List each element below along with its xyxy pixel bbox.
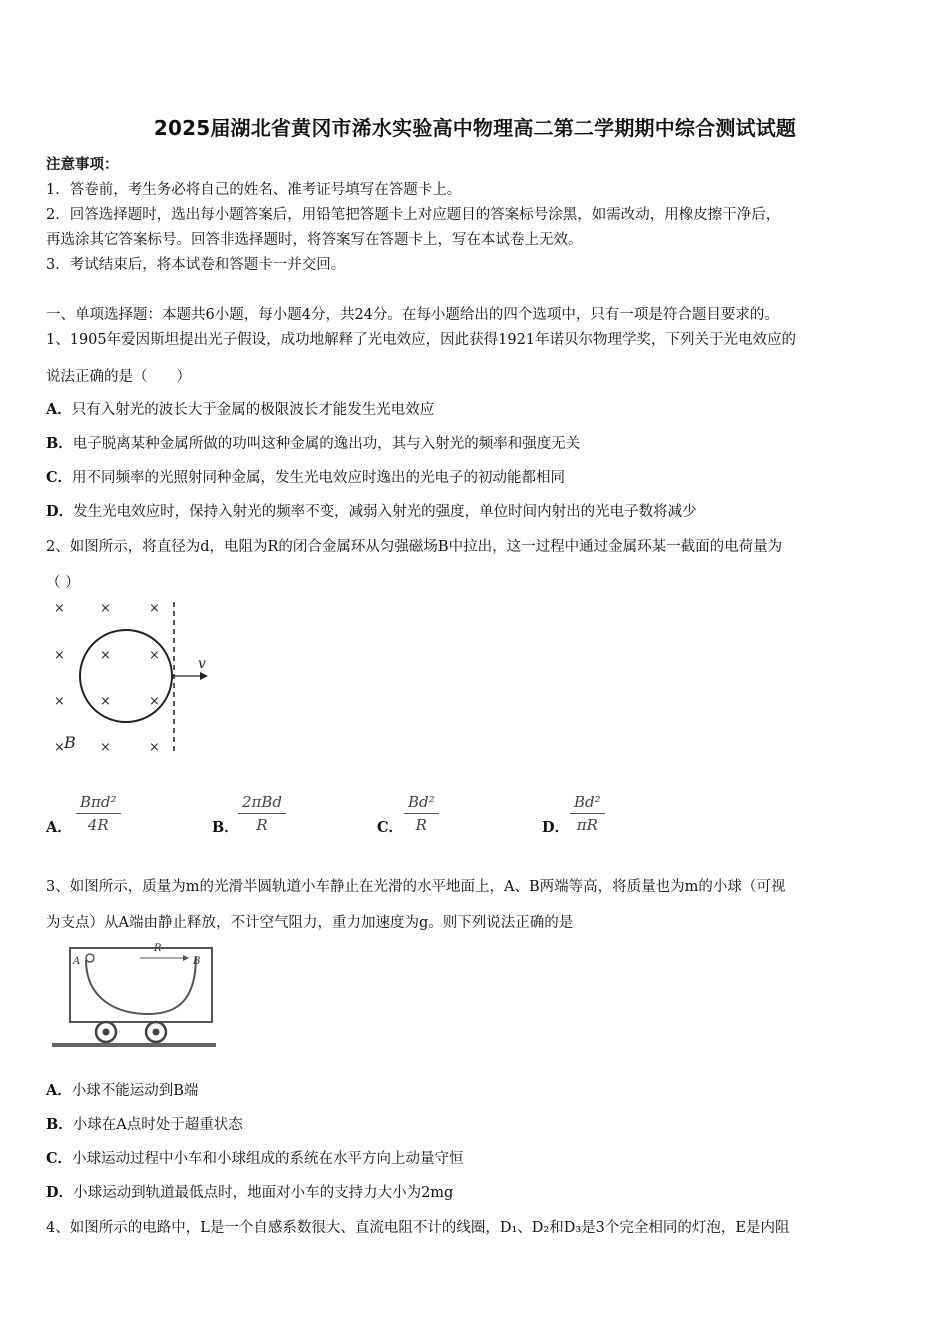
q2-choice-label: C． xyxy=(377,819,404,836)
option-label: C． xyxy=(46,469,73,486)
velocity-label: v xyxy=(198,656,206,672)
semicircle-track xyxy=(86,956,196,1014)
question-3-stem: 3、如图所示，质量为m的光滑半圆轨道小车静止在光滑的水平地面上，A、B两端等高，将质量也为m的小球（可视 xyxy=(46,879,786,895)
fraction-denominator: πR xyxy=(576,816,598,834)
ground xyxy=(52,1043,216,1047)
option-text: 小球运动过程中小车和小球组成的系统在水平方向上动量守恒 xyxy=(72,1151,464,1167)
notice-heading: 注意事项： xyxy=(46,156,119,173)
field-x-mark: × xyxy=(149,601,160,616)
option-label: D． xyxy=(46,503,74,520)
q1-option-c xyxy=(46,466,565,487)
field-x-mark: × xyxy=(149,648,160,663)
q1-option-b xyxy=(46,432,580,453)
option-label: C． xyxy=(46,1150,73,1167)
option-label: B． xyxy=(46,435,73,452)
option-text: 小球运动到轨道最低点时，地面对小车的支持力大小为2mg xyxy=(73,1185,454,1201)
question-3-stem-cont: 为支点）从A端由静止释放，不计空气阻力，重力加速度为g。则下列说法正确的是 xyxy=(46,915,574,931)
notice-item: 再选涂其它答案标号。回答非选择题时，将答案写在答题卡上，写在本试卷上无效。 xyxy=(46,232,583,248)
notice-item: 1．答卷前，考生务必将自己的姓名、准考证号填写在答题卡上。 xyxy=(46,182,462,198)
field-x-mark: × xyxy=(100,740,111,755)
fraction-denominator: R xyxy=(256,816,268,834)
label-a: A xyxy=(73,956,81,967)
q1-option-a xyxy=(46,398,434,419)
option-text: 发生光电效应时，保持入射光的频率不变，减弱入射光的强度，单位时间内射出的光电子数将减少 xyxy=(73,504,697,520)
radius-arrowhead xyxy=(183,955,189,961)
q2-choice-c-fraction xyxy=(404,793,439,834)
fraction-numerator: Bπd² xyxy=(76,793,121,814)
question-2-stem: 2、如图所示，将直径为d，电阻为R的闭合金属环从匀强磁场B中拉出，这一过程中通过金属环某一截面的电荷量为 xyxy=(46,539,783,555)
fraction-numerator: Bd² xyxy=(404,793,439,814)
q2-choice-b-fraction xyxy=(238,793,286,834)
fraction-denominator: 4R xyxy=(87,816,109,834)
option-text: 小球不能运动到B端 xyxy=(71,1083,199,1099)
q2-choice-label: B． xyxy=(212,819,239,836)
section-header: 一、单项选择题：本题共6小题，每小题4分，共24分。在每小题给出的四个选项中，只有一项是符合题目要求的。 xyxy=(46,307,779,323)
q2-choice-d-fraction xyxy=(570,793,605,834)
wheel-hub xyxy=(103,1029,110,1036)
field-x-mark: × xyxy=(100,648,111,663)
cart-track-figure xyxy=(48,938,220,1054)
q3-option-c xyxy=(46,1147,464,1168)
option-label: D． xyxy=(46,1184,74,1201)
q3-option-d xyxy=(46,1181,453,1202)
field-x-mark: × xyxy=(149,694,160,709)
fraction-numerator: Bd² xyxy=(570,793,605,814)
page-title: 2025届湖北省黄冈市浠水实验高中物理高二第二学期期中综合测试试题 xyxy=(153,116,797,140)
question-2-stem-cont: （ ） xyxy=(46,575,80,591)
metal-ring xyxy=(80,630,172,722)
field-x-mark: × xyxy=(54,648,65,663)
option-label: B． xyxy=(46,1116,73,1133)
option-label: A． xyxy=(46,1082,72,1099)
field-x-mark: × xyxy=(149,740,160,755)
fraction-denominator: R xyxy=(415,816,427,834)
q3-option-b xyxy=(46,1113,243,1134)
q3-option-a xyxy=(46,1079,198,1100)
notice-item: 3．考试结束后，将本试卷和答题卡一并交回。 xyxy=(46,257,346,273)
velocity-arrowhead xyxy=(200,672,208,680)
field-label: B xyxy=(64,733,76,752)
option-text: 用不同频率的光照射同种金属，发生光电效应时逸出的光电子的初动能都相同 xyxy=(72,470,566,486)
q2-choice-label: D． xyxy=(542,819,570,836)
field-x-mark: × xyxy=(54,694,65,709)
q2-choice-a-fraction xyxy=(76,793,121,834)
field-x-mark: × xyxy=(100,694,111,709)
option-text: 只有入射光的波长大于金属的极限波长才能发生光电效应 xyxy=(71,402,435,418)
question-1-stem: 1、1905年爱因斯坦提出光子假设，成功地解释了光电效应，因此获得1921年诺贝尔物理学奖，下列关于光电效应的 xyxy=(46,332,797,348)
label-r: R xyxy=(154,943,162,954)
wheel-hub xyxy=(153,1029,160,1036)
option-text: 电子脱离某种金属所做的功叫这种金属的逸出功，其与入射光的频率和强度无关 xyxy=(72,436,581,452)
field-x-mark: × xyxy=(100,601,111,616)
option-label: A． xyxy=(46,401,72,418)
question-4-stem: 4、如图所示的电路中，L是一个自感系数很大、直流电阻不计的线圈，D₁、D₂和D₃是3个完全相同的灯泡，E是内阻 xyxy=(46,1220,790,1236)
label-b: B xyxy=(193,956,201,967)
option-text: 小球在A点时处于超重状态 xyxy=(72,1117,243,1133)
magnetic-field-ring-figure xyxy=(46,596,216,760)
notice-item: 2．回答选择题时，选出每小题答案后，用铅笔把答题卡上对应题目的答案标号涂黑，如需改动，用橡皮擦干净后， xyxy=(46,207,781,223)
field-x-mark: × xyxy=(54,601,65,616)
q2-choice-label: A． xyxy=(46,819,72,836)
fraction-numerator: 2πBd xyxy=(238,793,286,814)
ball xyxy=(86,954,94,962)
question-1-stem-cont: 说法正确的是（ ） xyxy=(46,369,191,385)
field-x-mark: × xyxy=(54,740,65,755)
q1-option-d xyxy=(46,500,697,521)
